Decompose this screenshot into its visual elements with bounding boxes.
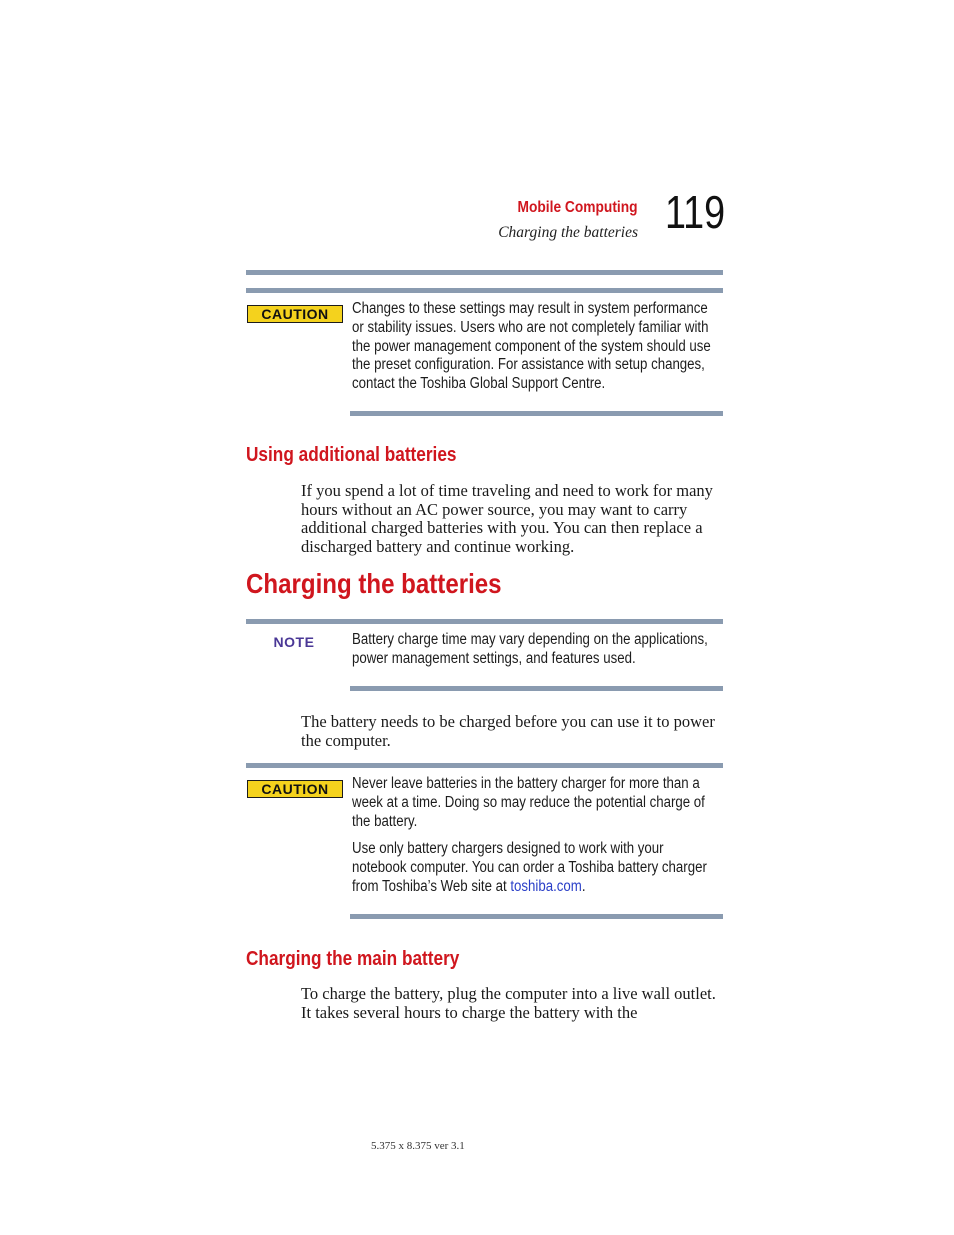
- caution2-paragraph-2-text: Use only battery chargers designed to work with your notebook computer. You can order a Toshiba battery charger from Toshiba’s Web site at: [352, 840, 707, 895]
- note-bottom-rule: [350, 686, 723, 691]
- footer-version: 5.375 x 8.375 ver 3.1: [371, 1140, 465, 1152]
- note-text: [352, 631, 720, 669]
- running-header-chapter: Mobile Computing: [518, 199, 638, 216]
- caution2-paragraph-2: [352, 840, 720, 896]
- caution-badge: CAUTION: [247, 305, 343, 323]
- caution2-paragraph-1: Never leave batteries in the battery charger for more than a week at a time. Doing so may reduce the potential charge of the battery.: [352, 775, 705, 830]
- caution1-text: [352, 300, 720, 394]
- toshiba-link[interactable]: toshiba.com: [510, 877, 582, 895]
- caution2-text: [352, 775, 720, 897]
- body-additional-batteries: If you spend a lot of time traveling and need to work for many hours without an AC power source, you may want to carry additional charged batteries with you. You can then replace a discharged battery and continue working.: [301, 481, 713, 557]
- heading-charging-the-batteries: Charging the batteries: [246, 568, 502, 599]
- caution1-top-rule: [246, 288, 723, 293]
- note-badge: NOTE: [273, 634, 315, 650]
- body-main-battery: To charge the battery, plug the computer into a live wall outlet. It takes several hours to charge the battery with the: [301, 984, 716, 1022]
- note-paragraph: Battery charge time may vary depending on the applications, power management settings, and features used.: [352, 631, 708, 667]
- note-top-rule: [246, 619, 723, 624]
- caution1-bottom-rule: [350, 411, 723, 416]
- caution2-paragraph-2-end: .: [581, 877, 586, 895]
- caution2-top-rule: [246, 763, 723, 768]
- running-header-section: Charging the batteries: [498, 224, 638, 241]
- heading-using-additional-batteries: Using additional batteries: [246, 443, 457, 466]
- page-number: 119: [665, 186, 726, 238]
- header-rule: [246, 270, 723, 275]
- body-charging: The battery needs to be charged before you can use it to power the computer.: [301, 712, 715, 750]
- caution1-paragraph: Changes to these settings may result in system performance or stability issues. Users who are not completely familiar with the power management component of the system should use the preset configuration. For assistance with setup changes, contact the Toshiba Global Support Centre.: [352, 300, 711, 393]
- caution2-bottom-rule: [350, 914, 723, 919]
- caution-badge: CAUTION: [247, 780, 343, 798]
- heading-charging-main-battery: Charging the main battery: [246, 947, 460, 970]
